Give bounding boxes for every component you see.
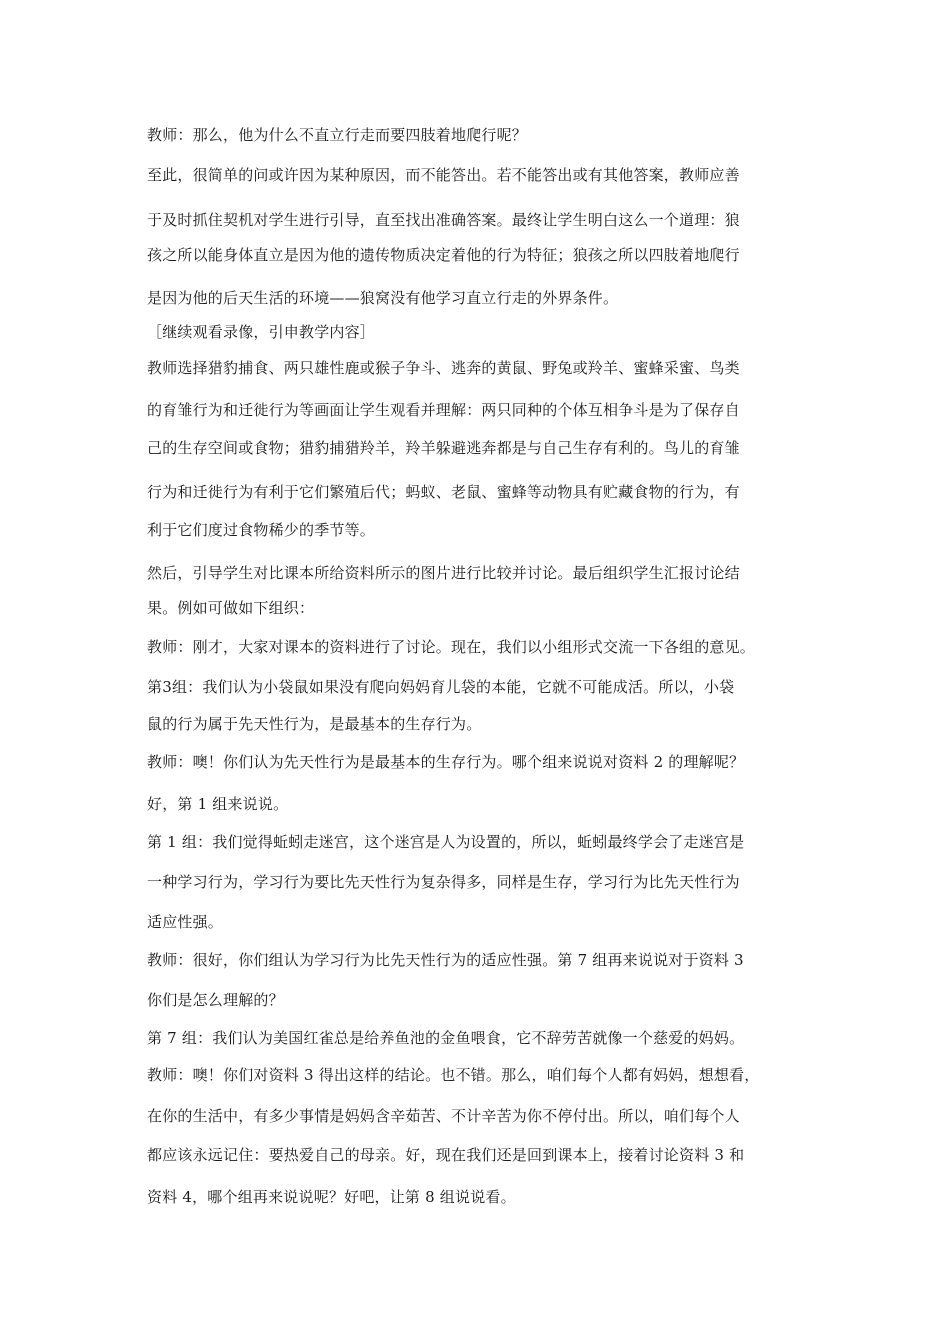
text-line: 果。例如可做如下组织： <box>147 599 315 617</box>
text-line: 教师：噢！你们对资料 3 得出这样的结论。也不错。那么，咱们每个人都有妈妈，想想看， <box>147 1066 760 1084</box>
text-line: 好，第 1 组来说说。 <box>147 795 289 813</box>
text-line: 鼠的行为属于先天性行为，是最基本的生存行为。 <box>147 715 482 733</box>
text-line: 利于它们度过食物稀少的季节等。 <box>147 521 376 539</box>
text-line: 教师：噢！你们认为先天性行为是最基本的生存行为。哪个组来说说对资料 2 的理解呢？ <box>147 753 745 771</box>
text-line: 一种学习行为，学习行为要比先天性行为复杂得多，同样是生存，学习行为比先天性行为 <box>147 873 740 891</box>
text-line: 行为和迁徙行为有利于它们繁殖后代；蚂蚁、老鼠、蜜蜂等动物具有贮藏食物的行为，有 <box>147 483 740 501</box>
text-line: 孩之所以能身体直立是因为他的遗传物质决定着他的行为特征；狼孩之所以四肢着地爬行 <box>147 246 740 264</box>
text-line: 你们是怎么理解的？ <box>147 991 284 1009</box>
text-line: 教师：很好，你们组认为学习行为比先天性行为的适应性强。第 7 组再来说说对于资料 3 <box>147 951 744 969</box>
text-line: 然后，引导学生对比课本所给资料所示的图片进行比较并讨论。最后组织学生汇报讨论结 <box>147 564 740 582</box>
text-line: 在你的生活中，有多少事情是妈妈含辛茹苦、不计辛苦为你不停付出。所以，咱们每个人 <box>147 1107 740 1125</box>
text-line: 己的生存空间或食物；猎豹捕猎羚羊，羚羊躲避逃奔都是与自己生存有利的。鸟儿的育雏 <box>147 439 740 457</box>
text-line: 第 7 组：我们认为美国红雀总是给养鱼池的金鱼喂食，它不辞劳苦就像一个慈爱的妈妈。 <box>147 1029 745 1047</box>
text-line: 第 1 组：我们觉得蚯蚓走迷宫，这个迷宫是人为设置的，所以，蚯蚓最终学会了走迷宫是 <box>147 833 745 851</box>
text-line: ［继续观看录像，引申教学内容］ <box>147 323 376 341</box>
text-line: 第3组：我们认为小袋鼠如果没有爬向妈妈育儿袋的本能，它就不可能成活。所以，小袋 <box>147 678 735 696</box>
text-line: 资料 4，哪个组再来说说呢？好吧，让第 8 组说说看。 <box>147 1188 516 1206</box>
text-line: 教师：那么，他为什么不直立行走而要四肢着地爬行呢？ <box>147 126 528 144</box>
text-line: 适应性强。 <box>147 913 224 931</box>
text-line: 都应该永远记住：要热爱自己的母亲。好，现在我们还是回到课本上，接着讨论资料 3 和 <box>147 1146 745 1164</box>
text-line: 的育雏行为和迁徙行为等画面让学生观看并理解：两只同种的个体互相争斗是为了保存自 <box>147 401 740 419</box>
text-line: 教师选择猎豹捕食、两只雄性鹿或猴子争斗、逃奔的黄鼠、野兔或羚羊、蜜蜂采蜜、鸟类 <box>147 359 740 377</box>
text-line: 至此，很简单的问或许因为某种原因，而不能答出。若不能答出或有其他答案，教师应善 <box>147 166 740 184</box>
text-line: 于及时抓住契机对学生进行引导，直至找出准确答案。最终让学生明白这么一个道理：狼 <box>147 211 740 229</box>
text-line: 教师：刚才，大家对课本的资料进行了讨论。现在，我们以小组形式交流一下各组的意见。 <box>147 638 756 656</box>
text-line: 是因为他的后天生活的环境——狼窝没有他学习直立行走的外界条件。 <box>147 289 619 307</box>
